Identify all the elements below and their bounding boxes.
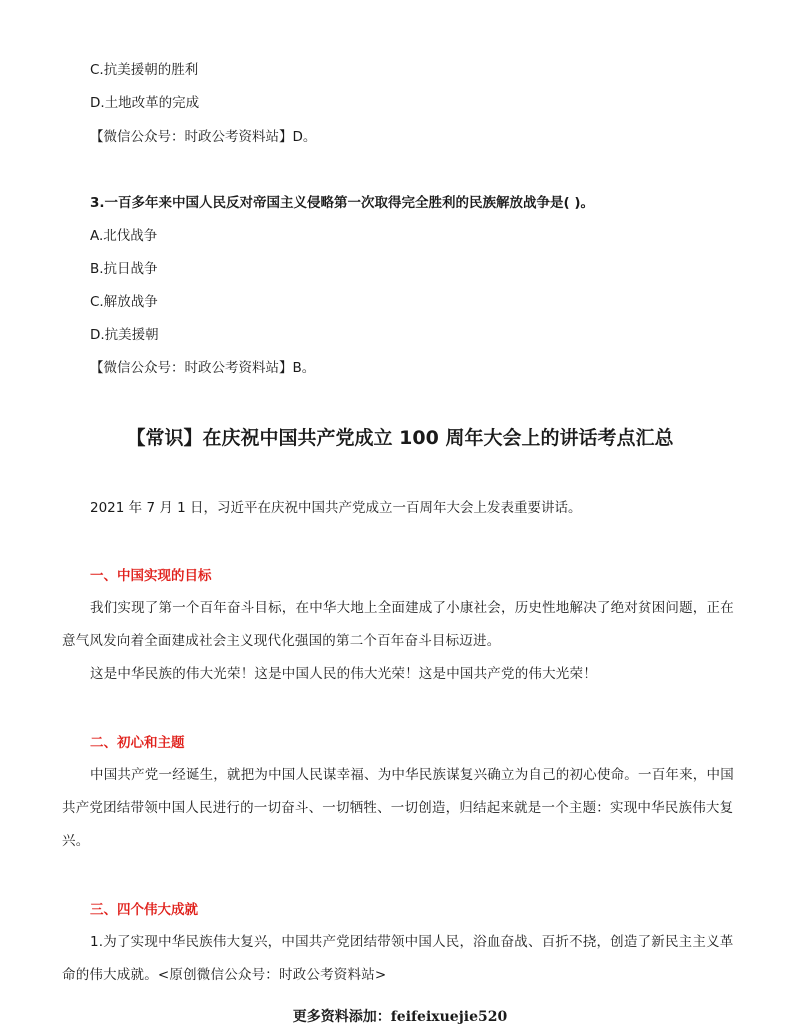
q3-option-b: B.抗日战争 xyxy=(90,261,158,277)
section-1-paragraph-1: 我们实现了第一个百年奋斗目标，在中华大地上全面建成了小康社会，历史性地解决了绝对贫困问题，正在意气风发向着全面建成社会主义现代化强国的第二个百年奋斗目标迈进。 xyxy=(62,600,734,649)
section-2-paragraph-1: 中国共产党一经诞生，就把为中国人民谋幸福、为中华民族谋复兴确立为自己的初心使命。一百年来，中国共产党团结带领中国人民进行的一切奋斗、一切牺牲、一切创造，归结起来就是一个主题：实现中华民族伟大复兴。 xyxy=(62,767,734,849)
question-3: 3.一百多年来中国人民反对帝国主义侵略第一次取得完全胜利的民族解放战争是( )。 xyxy=(90,195,595,211)
q3-option-c: C.解放战争 xyxy=(90,294,158,310)
article-intro: 2021 年 7 月 1 日，习近平在庆祝中国共产党成立一百周年大会上发表重要讲话。 xyxy=(90,500,582,516)
section-heading-2: 二、初心和主题 xyxy=(90,735,185,751)
footer-contact: 更多资料添加：feifeixuejie520 xyxy=(292,1009,508,1025)
option-c: C.抗美援朝的胜利 xyxy=(90,62,199,78)
option-d: D.土地改革的完成 xyxy=(90,95,200,111)
answer-text: 【微信公众号：时政公考资料站】D。 xyxy=(90,129,317,145)
q3-answer: 【微信公众号：时政公考资料站】B。 xyxy=(90,360,316,376)
q3-option-a: A.北伐战争 xyxy=(90,228,158,244)
article-title: 【常识】在庆祝中国共产党成立 100 周年大会上的讲话考点汇总 xyxy=(126,427,674,449)
section-3-paragraph-1: 1.为了实现中华民族伟大复兴，中国共产党团结带领中国人民，浴血奋战、百折不挠，创造了新民主主义革命的伟大成就。<原创微信公众号：时政公考资料站> xyxy=(62,934,734,983)
section-heading-3: 三、四个伟大成就 xyxy=(90,902,198,918)
section-heading-1: 一、中国实现的目标 xyxy=(90,568,212,584)
q3-option-d: D.抗美援朝 xyxy=(90,327,159,343)
section-1-paragraph-2: 这是中华民族的伟大光荣！这是中国人民的伟大光荣！这是中国共产党的伟大光荣！ xyxy=(90,666,597,682)
